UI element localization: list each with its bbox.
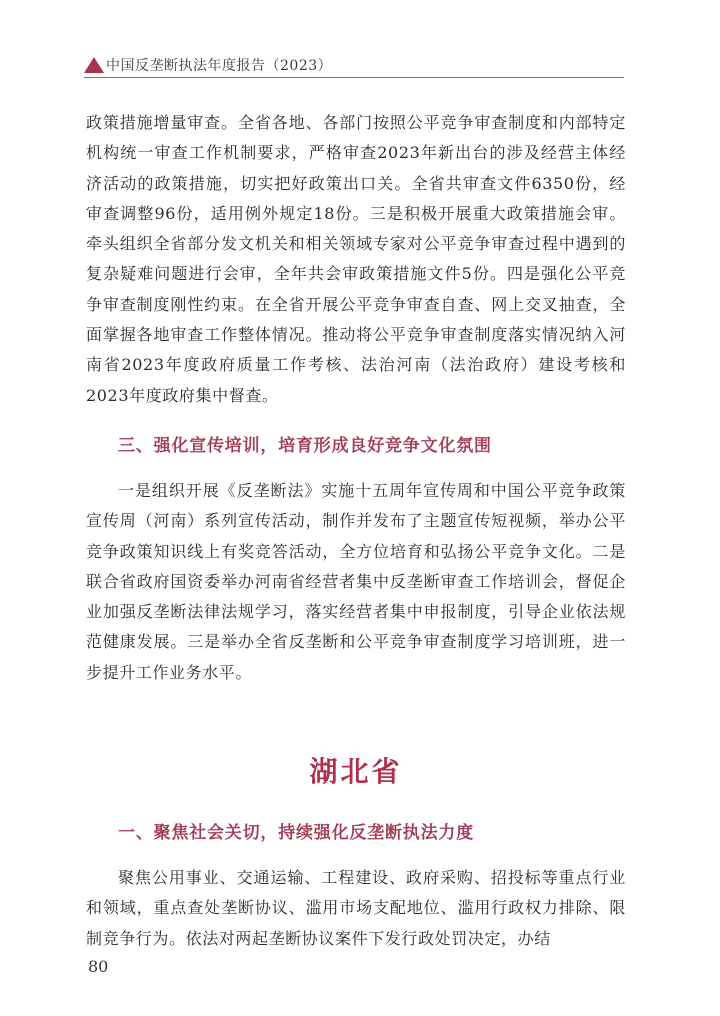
paragraph-henan-publicity: 一是组织开展《反垄断法》实施十五周年宣传周和中国公平竞争政策宣传周（河南）系列宣传活动，制作并发布了主题宣传短视频，举办公平竞争政策知识线上有奖竞答活动，全方位培育和弘扬公平竞争文化。二是联合省政府国资委举办河南省经营者集中反垄断审查工作培训会，督促企业加强反垄断法律法规学习，落实经营者集中申报制度，引导企业依法规范健康发展。三是举办全省反垄断和公平竞争审查制度学习培训班，进一步提升工作业务水平。 xyxy=(86,480,626,682)
running-header xyxy=(84,55,624,85)
paragraph-henan-review: 政策措施增量审查。全省各地、各部门按照公平竞争审查制度和内部特定机构统一审查工作机制要求，严格审查2023年新出台的涉及经营主体经济活动的政策措施，切实把好政策出口关。全省共审查文件6350份，经审查调整96份，适用例外规定18份。三是积极开展重大政策措施会审。牵头组织全省部分发文机关和相关领域专家对公平竞争审查过程中遇到的复杂疑难问题进行会审，全年共会审政策措施文件5份。四是强化公平竞争审查制度刚性约束。在全省开展公平竞争审查自查、网上交叉抽查，全面掌握各地审查工作整体情况。推动将公平竞争审查制度落实情况纳入河南省2023年度政府质量工作考核、法治河南（法治政府）建设考核和2023年度政府集中督查。 xyxy=(86,113,626,405)
header-divider xyxy=(84,77,624,78)
section-heading-publicity-training: 三、强化宣传培训，培育形成良好竞争文化氛围 xyxy=(118,435,492,456)
section-heading-enforcement: 一、聚焦社会关切，持续强化反垄断执法力度 xyxy=(118,823,474,844)
header-title: 中国反垄断执法年度报告（2023） xyxy=(106,58,333,74)
page-number: 80 xyxy=(88,957,109,976)
page-body xyxy=(86,108,626,954)
paragraph-hubei-enforcement: 聚焦公用事业、交通运输、工程建设、政府采购、招投标等重点行业和领域，重点查处垄断协议、滥用市场支配地位、滥用行政权力排除、限制竞争行为。依法对两起垄断协议案件下发行政处罚决定，办结 xyxy=(86,868,626,948)
province-title-hubei: 湖北省 xyxy=(309,755,403,789)
header-triangle-icon xyxy=(84,57,104,73)
